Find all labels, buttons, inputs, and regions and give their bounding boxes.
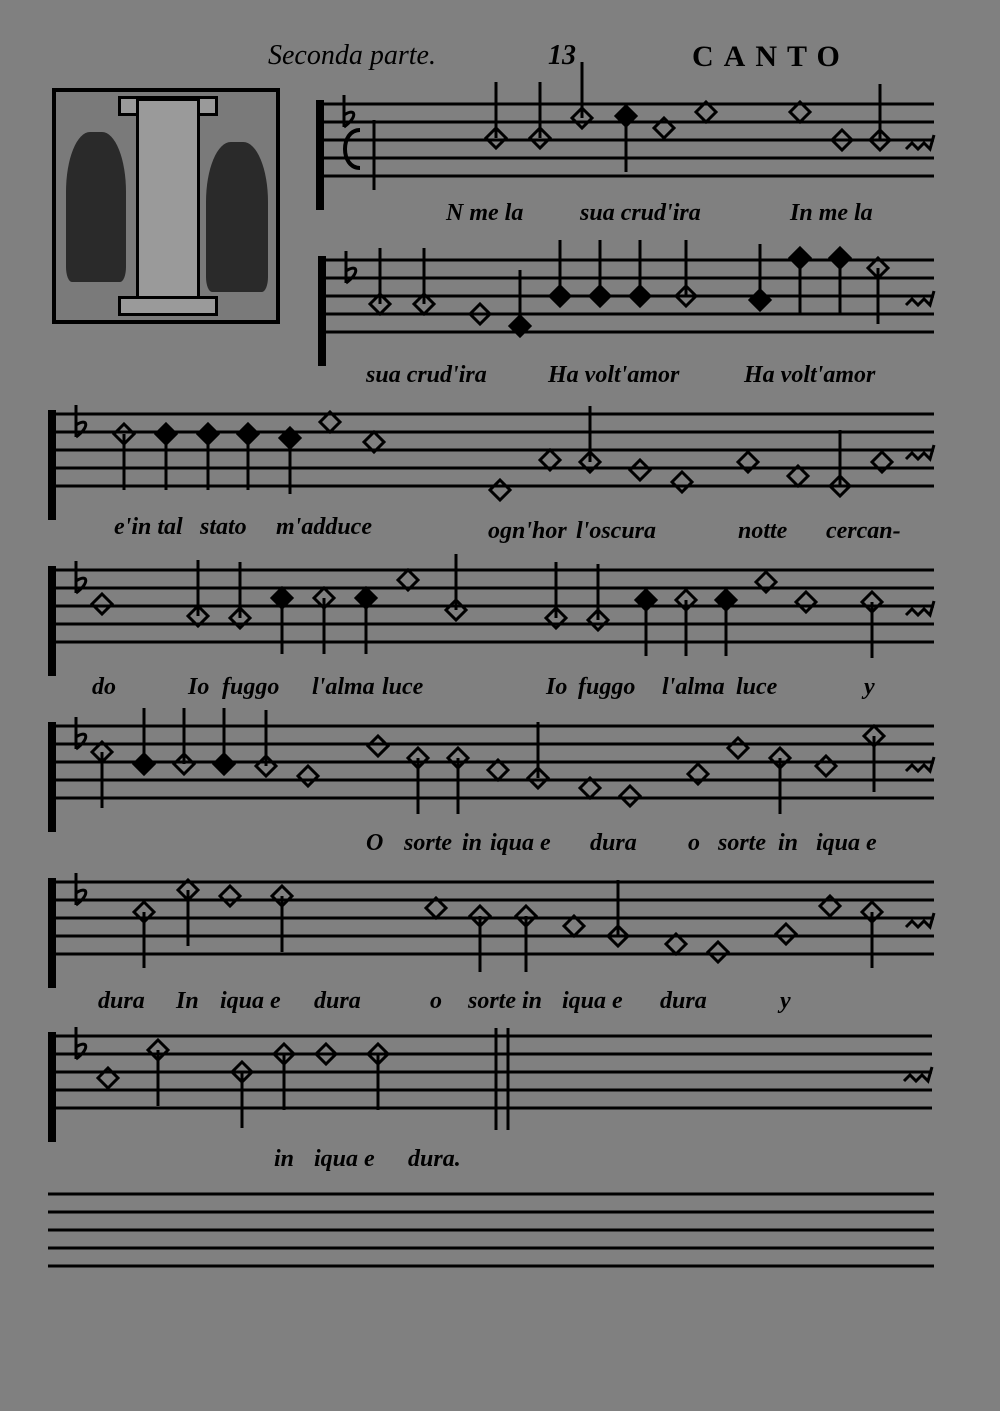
lyric: y <box>780 988 791 1014</box>
staff-edge <box>48 722 56 832</box>
lyric: sorte <box>468 988 516 1014</box>
lyric: ogn'hor <box>488 518 567 544</box>
note-head <box>728 738 748 758</box>
lyric: Io <box>546 674 568 700</box>
section-title: Seconda parte. <box>268 40 436 71</box>
custos-icon <box>906 445 934 459</box>
lyric: dura <box>660 988 707 1014</box>
lyric: iqua e <box>220 988 281 1014</box>
lyric: l'alma <box>312 674 375 700</box>
custos-icon <box>906 757 934 771</box>
note-head <box>776 924 796 944</box>
lyric: sua crud'ira <box>580 200 701 226</box>
lyric: dura <box>98 988 145 1014</box>
lyric: o <box>688 830 700 856</box>
lyric: dura <box>590 830 637 856</box>
voice-part-title: CANTO <box>692 40 850 73</box>
lyric: notte <box>738 518 788 544</box>
lyric: N me la <box>446 200 524 226</box>
staff-edge <box>48 410 56 520</box>
lyric: iqua e <box>314 1146 375 1172</box>
lyric: In me la <box>790 200 873 226</box>
note-head <box>92 594 112 614</box>
note-head <box>298 766 318 786</box>
lyric: stato <box>200 514 247 540</box>
note-head <box>796 592 816 612</box>
custos-icon <box>906 601 934 615</box>
lyric: y <box>864 674 875 700</box>
lyric: in <box>462 830 483 856</box>
note-head <box>490 480 510 500</box>
custos-icon <box>906 291 934 305</box>
page-number: 13 <box>548 40 576 71</box>
note-head <box>220 886 240 906</box>
lyric: fuggo <box>578 674 636 700</box>
lyric: m'adduce <box>276 514 372 540</box>
note-head <box>630 460 650 480</box>
lyric: iqua e <box>562 988 623 1014</box>
lyric: Ha volt'amor <box>744 362 876 388</box>
lyric: in <box>778 830 799 856</box>
lyric: luce <box>382 674 424 700</box>
staff-edge <box>48 878 56 988</box>
note-head <box>708 942 728 962</box>
lyric: fuggo <box>222 674 280 700</box>
lyric: luce <box>736 674 778 700</box>
custos-icon <box>904 1067 932 1081</box>
lyric: in <box>522 988 543 1014</box>
staff-edge <box>48 566 56 676</box>
note-head <box>368 736 388 756</box>
note-head <box>620 786 640 806</box>
lyric: l'alma <box>662 674 725 700</box>
note-head <box>672 472 692 492</box>
lyric: Io <box>188 674 210 700</box>
lyric: sorte <box>404 830 452 856</box>
lyric: iqua e <box>490 830 551 856</box>
staff-edge <box>316 100 324 210</box>
note-head <box>816 756 836 776</box>
staff-edge <box>318 256 326 366</box>
custos-icon <box>906 913 934 927</box>
lyric: e'in tal <box>114 514 183 540</box>
lyric: In <box>176 988 199 1014</box>
lyric: l'oscura <box>576 518 657 544</box>
lyric: sua crud'ira <box>366 362 487 388</box>
lyric: iqua e <box>816 830 877 856</box>
lyric: sorte <box>718 830 766 856</box>
lyric: o <box>430 988 442 1014</box>
custos-icon <box>906 135 934 149</box>
lyric: cercan- <box>826 518 901 544</box>
lyric: do <box>92 674 116 700</box>
lyric: dura. <box>408 1146 461 1172</box>
c-clef-icon <box>345 130 360 168</box>
staff-edge <box>48 1032 56 1142</box>
lyric: Ha volt'amor <box>548 362 680 388</box>
lyric: O <box>366 830 384 856</box>
lyric: in <box>274 1146 295 1172</box>
lyric: dura <box>314 988 361 1014</box>
